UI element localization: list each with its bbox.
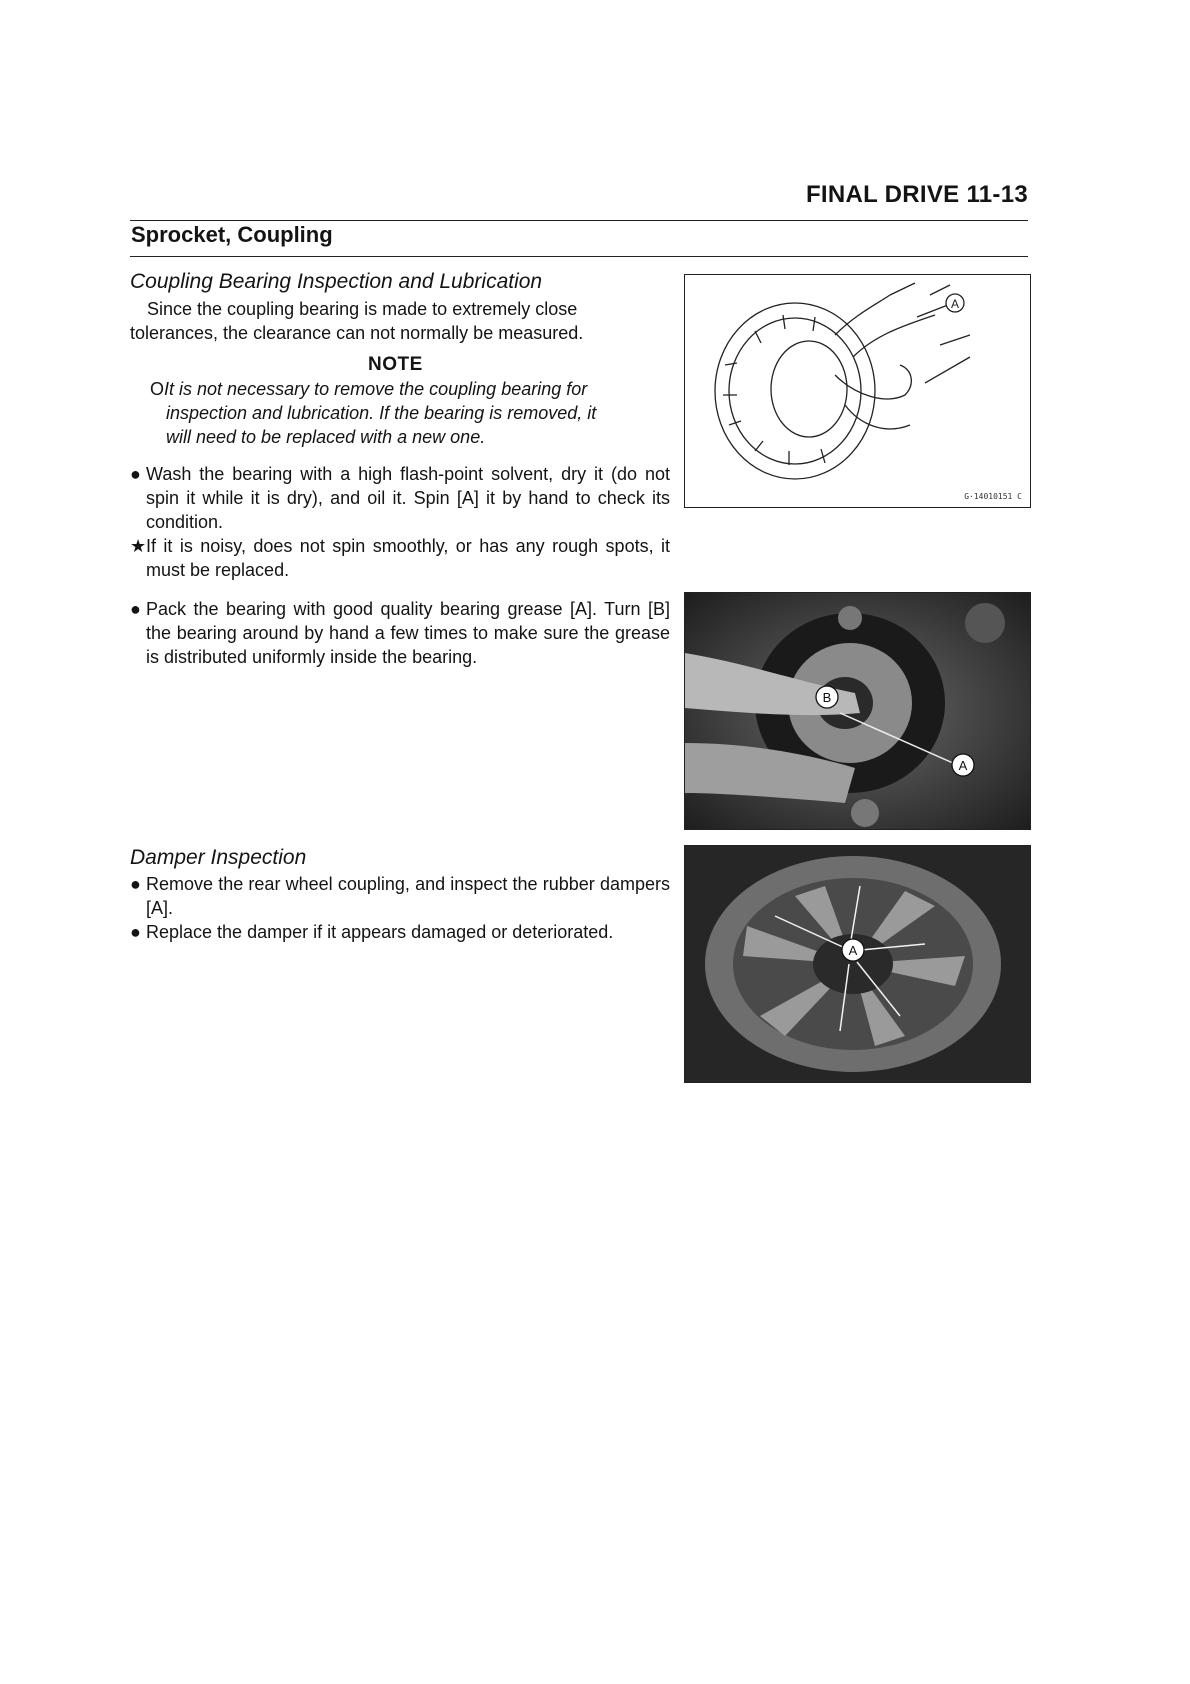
bearing-step1-star-text: If it is noisy, does not spin smoothly, or has any rough spots, it must be replaced. [146,536,670,580]
bearing-step2-text: Pack the bearing with good quality bearing grease [A]. Turn [B] the bearing around by hand a few times to make sure the grease is distributed uniformly inside the bearing. [146,599,670,667]
bearing-intro-line2: tolerances, the clearance can not normally be measured. [130,323,584,343]
bearing-heading: Coupling Bearing Inspection and Lubrication [130,270,543,293]
header-rule [130,220,1028,221]
callout-a-label: A [848,943,858,958]
finger-outline [835,295,890,335]
figure-damper [684,845,1031,1083]
note-title: NOTE [368,354,423,375]
note-line3: will need to be replaced with a new one. [166,427,486,447]
callout-a-label: A [958,758,968,773]
note-line2: inspection and lubrication. If the bearing is removed, it [166,403,597,423]
bullet-marker: ● [130,464,141,484]
bearing-step1-star [130,534,670,582]
damper-step1 [130,872,670,920]
bullet-marker: ● [130,874,141,894]
star-marker: ★ [130,536,147,556]
callout-b-label: B [822,690,832,705]
bearing-step2 [130,597,670,669]
note-line1: It is not necessary to remove the coupling bearing for [164,379,588,399]
bearing-intro-line1: Since the coupling bearing is made to extremely close [147,299,578,319]
callout-a-label: A [950,297,960,311]
bullet-marker: ● [130,922,141,942]
bearing-photo [685,593,1030,829]
section-rule [130,256,1028,257]
damper-step2 [130,920,670,944]
figure-code: G·14010151 C [964,492,1022,501]
figure-bearing-spin [684,274,1031,508]
damper-step2-text: Replace the damper if it appears damaged or deteriorated. [146,922,614,942]
bearing-inner-race [729,318,861,464]
bullet-marker: ● [130,599,141,619]
note-body [150,377,662,449]
bearing-step1-text: Wash the bearing with a high flash-point solvent, dry it (do not spin it while it is dry), and oil it. Spin [A] it by hand to check its condition. [146,464,670,532]
section-title: Sprocket, Coupling [131,222,333,247]
bearing-bore [771,341,847,437]
page-header-title: FINAL DRIVE 11-13 [805,181,1028,208]
damper-photo [685,846,1030,1082]
bearing-step1 [130,462,670,534]
figure-bearing-grease [684,592,1031,830]
damper-step1-text: Remove the rear wheel coupling, and inspect the rubber dampers [A]. [146,874,670,918]
damper-heading: Damper Inspection [130,846,307,869]
note-marker: O [150,379,165,399]
bearing-drawing [685,275,1030,507]
bearing-outer-race [715,303,875,479]
